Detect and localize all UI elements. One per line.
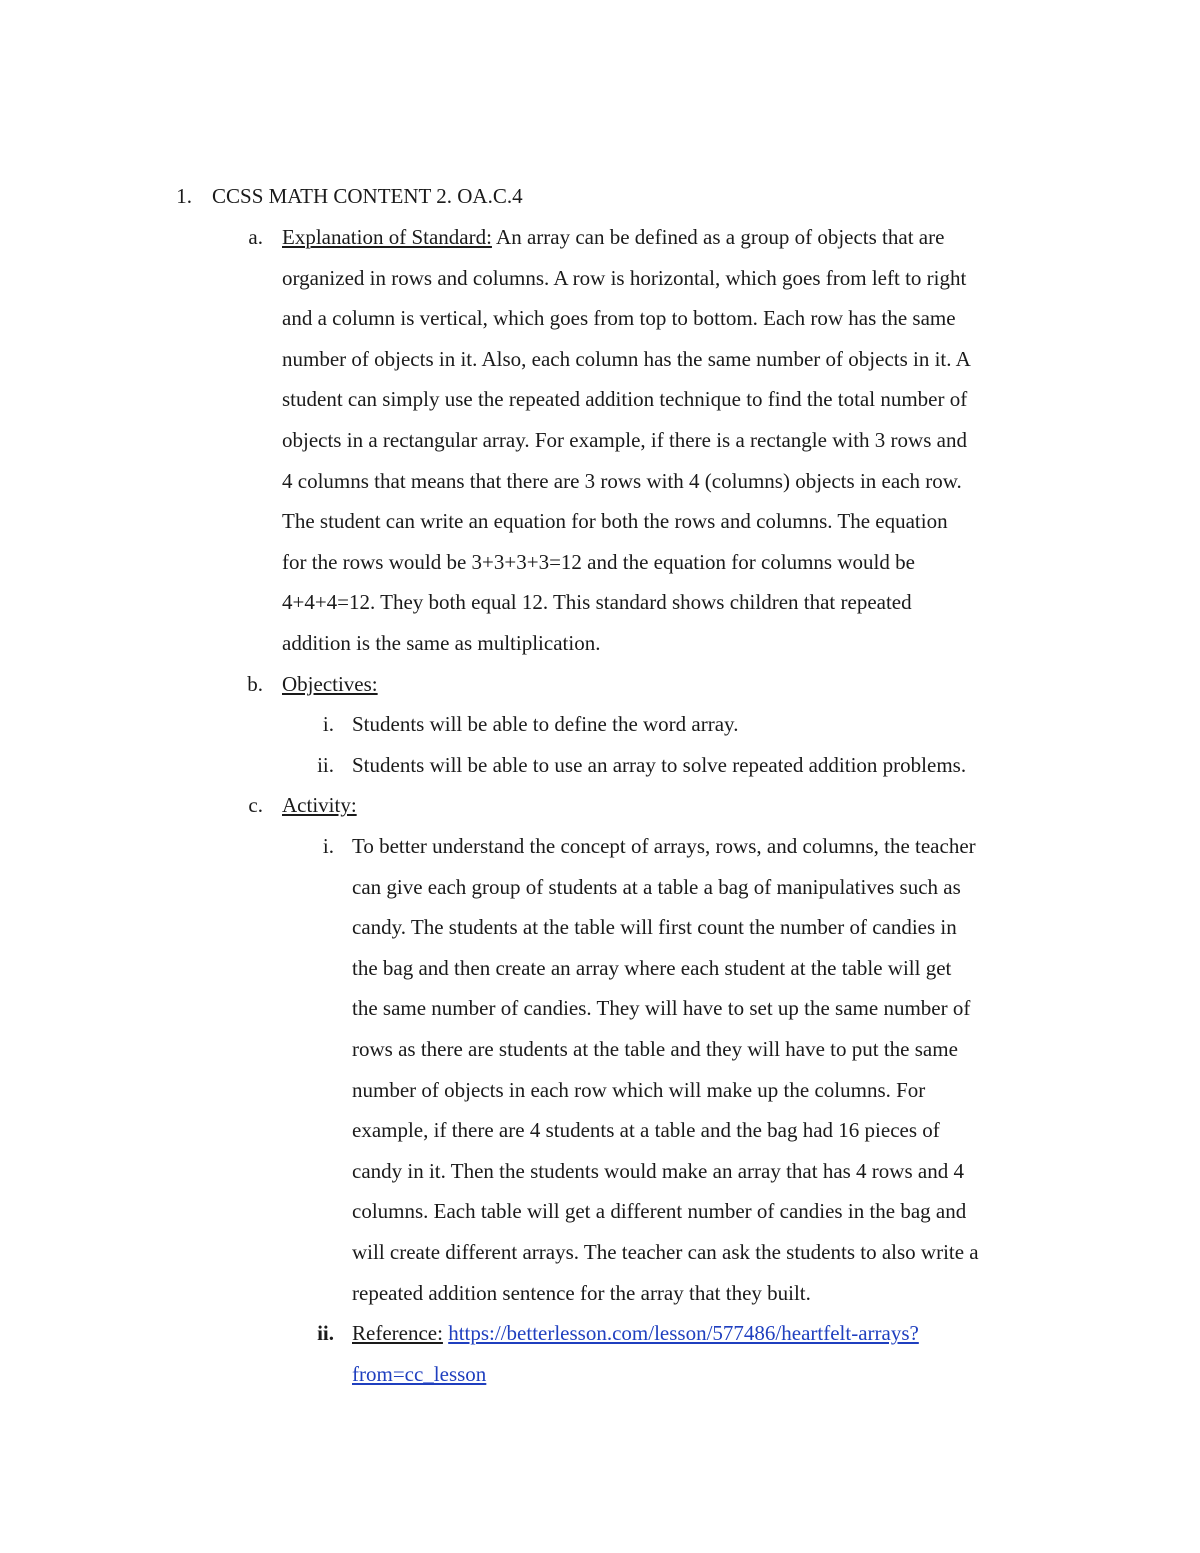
activity-line-0: To better understand the concept of arrays, rows, and columns, the teacher: [352, 834, 976, 858]
activity-line-9: columns. Each table will get a different number of candies in the bag and: [352, 1199, 967, 1224]
explanation-line-7: The student can write an equation for both the rows and columns. The equation: [282, 509, 948, 534]
explanation-line-8: for the rows would be 3+3+3+3=12 and the equation for columns would be: [282, 549, 915, 574]
list-marker-a: a.: [248, 225, 263, 249]
reference-link-part-2[interactable]: from=cc_lesson: [352, 1361, 487, 1386]
activity-line-6: number of objects in each row which will make up the columns. For: [352, 1077, 926, 1102]
objective-item: Students will be able to define the word array.: [352, 712, 739, 737]
reference-link-continued: [352, 1354, 1072, 1395]
objective-item: Students will be able to use an array to solve repeated addition problems.: [352, 752, 967, 777]
explanation-line-3: number of objects in it. Also, each column has the same number of objects in it. A: [282, 346, 971, 371]
activity-line-10: will create different arrays. The teacher can ask the students to also write a: [352, 1240, 979, 1264]
reference-line: [352, 1313, 1072, 1354]
activity-line-11: repeated addition sentence for the array that they built.: [352, 1280, 811, 1305]
explanation-line-0: [282, 217, 1072, 258]
activity-heading: [282, 785, 1072, 826]
explanation-label: Explanation of Standard:: [282, 225, 492, 249]
explanation-text-0: An array can be defined as a group of objects that are: [491, 225, 945, 249]
explanation-line-2: and a column is vertical, which goes from top to bottom. Each row has the same: [282, 306, 956, 331]
activity-line-1: can give each group of students at a table a bag of manipulatives such as: [352, 874, 961, 899]
list-marker-1: 1.: [176, 184, 192, 208]
explanation-line-4: student can simply use the repeated addition technique to find the total number of: [282, 387, 968, 412]
list-marker-b: b.: [247, 671, 263, 696]
activity-line-5: rows as there are students at the table and they will have to put the same: [352, 1037, 958, 1061]
explanation-line-10: addition is the same as multiplication.: [282, 631, 601, 655]
activity-line-4: the same number of candies. They will have to set up the same number of: [352, 996, 971, 1021]
activity-line-3: the bag and then create an array where each student at the table will get: [352, 955, 952, 980]
objectives-label: Objectives:: [282, 671, 378, 696]
explanation-line-6: 4 columns that means that there are 3 rows with 4 (columns) objects in each row.: [282, 468, 962, 493]
activity-line-7: example, if there are 4 students at a table and the bag had 16 pieces of: [352, 1118, 940, 1143]
explanation-line-9: 4+4+4=12. They both equal 12. This standard shows children that repeated: [282, 590, 912, 615]
list-marker-c: c.: [248, 793, 263, 818]
activity-label: Activity:: [282, 793, 357, 818]
explanation-line-1: organized in rows and columns. A row is horizontal, which goes from left to right: [282, 265, 967, 290]
list-marker-c-i: i.: [322, 834, 334, 858]
list-marker-b-i: i.: [322, 712, 334, 737]
reference-label: Reference:: [352, 1321, 443, 1346]
reference-link[interactable]: https://betterlesson.com/lesson/577486/heartfelt-arrays?: [448, 1321, 919, 1346]
explanation-line-5: objects in a rectangular array. For example, if there is a rectangle with 3 rows and: [282, 428, 967, 452]
activity-line-2: candy. The students at the table will first count the number of candies in: [352, 915, 957, 940]
objectives-heading: [282, 664, 1072, 705]
list-marker-b-ii: ii.: [317, 752, 334, 777]
list-marker-c-ii: ii.: [317, 1321, 334, 1346]
activity-line-8: candy in it. Then the students would make an array that has 4 rows and 4: [352, 1158, 964, 1183]
section-title: CCSS MATH CONTENT 2. OA.C.4: [212, 184, 523, 208]
